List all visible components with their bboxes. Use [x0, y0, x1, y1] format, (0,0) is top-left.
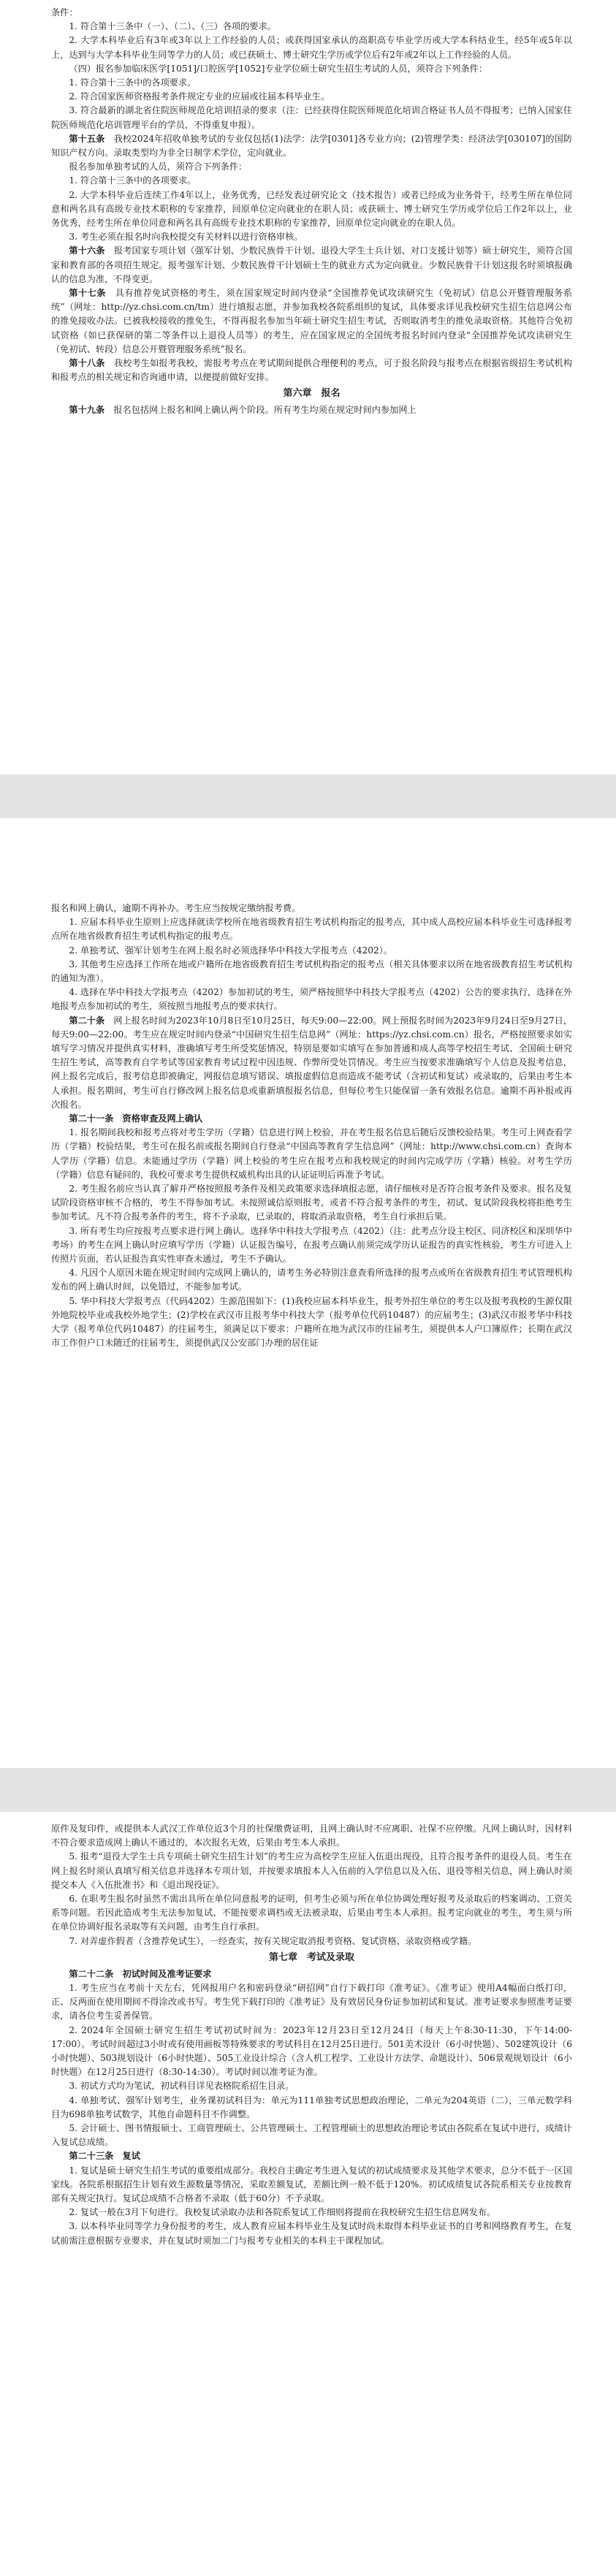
- paragraph: （四）报名参加临床医学[1051]/口腔医学[1052]专业学位硕士研究生招生考试的人员，须符合下列条件：: [69, 63, 488, 74]
- list-item: 2. 复试一般在3月下旬进行。我校复试录取办法和各院系复试工作细则将提前在我校研究生招生信息网发布。: [69, 2207, 496, 2218]
- article-text: 我校2024年招收单独考试的专业仅包括(1)法学：法学[0301]各专业方向；(2)管理学类：经济法学[030107]的国防知识产权方向。录取类型均为非全日制学术学位，定向就业。: [51, 133, 573, 159]
- list-item: 3. 初试方式均为笔试，初试科目详见表格院系招生目录。: [69, 2081, 294, 2092]
- article-15: [51, 132, 572, 160]
- list-item: 3. 符合最新的湖北省住院医师规范化培训招录的要求（注：已经获得住院医师规范化培训合格证书人员不得报考；已纳入国家住院医师规范化培训管理平台的学员，不得重复申报）。: [51, 105, 572, 130]
- chapter-heading: 第七章 考试及录取: [268, 1951, 354, 1963]
- article-16: [51, 244, 572, 286]
- paragraph: 原件及复印件，或提供本人武汉工作单位近3个月的社保缴费证明，且网上确认时不应离职、社保不应停缴。凡网上确认时，因材料不符合要求造成网上确认不通过的，本次报名无效，后果由考生本人承担。: [51, 1824, 572, 1848]
- list-item: 1. 符合第十三条中（一）、（二）、（三）各项的要求。: [69, 21, 276, 32]
- article-number: 第二十二条: [69, 1968, 114, 1979]
- list-item: 2. 考生报名前应当认真了解并严格按照报考条件及相关政策要求选择填报志愿，请仔细核对是否符合报考条件及要求。报名及复试阶段资格审核不合格的，考生不得参加考试。未按照诚信原则报考，或者不符合报考条件的考生，初试、复试阶段我校将拒绝考生参加考试。凡不符合报考条件的考生，将不予录取，已录取的，将取消录取资格，考生自行承担后果。: [51, 1184, 572, 1222]
- article-number: 第十六条: [69, 245, 105, 256]
- list-item: 6. 在职考生报名时虽然不需出具所在单位同意报考的证明，但考生必须与所在单位协调处理好报考及录取后的档案调动、工资关系等问题。若因此造成考生无法参加复试、不能按要求调档或无法被录取，后果由考生本人承担。报考定向就业的考生，考生须与所在单位协调好报名录取等有关问题，由考生自行承担。: [51, 1894, 572, 1932]
- article-number: 第十七条: [69, 288, 106, 299]
- list-item: 2. 大学本科毕业后连续工作4年以上，业务优秀，已经发表过研究论文（技术报告）或者已经成为业务骨干，经考生所在单位同意和两名具有高级专业技术职称的专家推荐，回原单位定向就业的在职人员；或获硕士、博士研究生学历或学位后工作2年以上，业务优秀，经考生所在单位同意和两名具有高级专业技术职称的专家推荐，回原单位定向就业的在职人员。: [51, 189, 572, 229]
- article-18: [51, 357, 572, 384]
- article-21: [51, 1112, 572, 1126]
- list-item: 7. 对弄虚作假者（含推荐免试生），一经查实，按有关规定取消报考资格、复试资格、录取资格或学籍。: [69, 1935, 477, 1946]
- list-item: 5. 报考“退役大学生士兵专项硕士研究生招生计划”的考生应为高校学生应征入伍退出现役，且符合报考条件的退役人员。考生在网上报名时须认真填写相关信息并选择本专项计划，并按要求填报本人入伍前的入学信息以及入伍、退役等相关信息，网上确认时须提交本人《入伍批准书》和《退出现役证》。: [51, 1851, 572, 1890]
- list-item: 5. 会计硕士、图书情报硕士、工商管理硕士、公共管理硕士、工程管理硕士的思想政治理论考试由各院系在复试中进行，成绩计入复试总成绩。: [51, 2123, 572, 2148]
- list-item: 2. 2024年全国硕士研究生招生考试初试时间为：2023年12月23日至12月24日（每天上午8:30-11:30，下午14:00-17:00）。考试时间超过3小时或有使用画板等特殊要求的考试科目在12月25日进行。501美术设计（6小时快题）、502建筑设计（6小时快题）、503规划设计（6小时快题）、505工业设计综合（含人机工程学、工业设计方法学、命题设计）、506景观规划设计（6小时快题）在12月25日进行（8:30-14:30）。考试时间以准考证为准。: [51, 2024, 572, 2078]
- article-23: [51, 2149, 572, 2163]
- article-number: 第十九条: [69, 405, 105, 416]
- list-item: 1. 符合第十三条中的各项要求。: [69, 175, 197, 186]
- list-item: 3. 其他考生应选择工作所在地或户籍所在地省级教育招生考试机构指定的报考点（相关具体要求以所在地省级教育招生考试机构的通知为准）。: [51, 959, 572, 984]
- list-item: 1. 符合第十三条中的各项要求。: [69, 77, 197, 88]
- list-item: 4. 选择在华中科技大学报考点（4202）参加初试的考生，须严格按照华中科技大学报考点（4202）公告的要求执行，选择在外地报考点参加初试的考生，须按照当地报考点的要求执行。: [51, 987, 572, 1012]
- article-text: 报名包括网上报名和网上确认两个阶段。所有考生均须在规定时间内参加网上: [113, 405, 417, 416]
- list-item: 2. 单独考试、强军计划考生在网上报名时必须选择华中科技大学报考点（4202）。: [69, 945, 392, 956]
- list-item: 1. 考生应当在考前十天左右，凭网报用户名和密码登录“研招网”自行下载打印《准考证》。《准考证》使用A4幅面白纸打印，正、反两面在使用期间不得涂改或书写。考生凭下载打印的《准考证》及有效居民身份证参加初试和复试。准考证要求参照准考证要求，请各位考生妥善保管。: [51, 1983, 572, 2021]
- article-number: 第十五条: [69, 133, 105, 144]
- paragraph: 报名和网上确认，逾期不再补办。考生应当按规定缴纳报考费。: [51, 903, 301, 913]
- article-text: 报考国家专项计划（强军计划、少数民族骨干计划、退役大学生士兵计划、对口支援计划等）硕士研究生，须符合国家和教育部的各项招生规定。报考强军计划、少数民族骨干计划硕士生的就业方式为定向就业。少数民族骨干计划这报名时须填报确认的信息为准，不得变更。: [51, 245, 573, 284]
- article-20: [51, 1014, 572, 1112]
- list-item: 4. 凡因个人原因未能在规定时间内完成网上确认的，请考生务必特别注意查看所选择的报考点或所在省级教育招生考试管理机构发布的网上确认时间，以免错过，不能参加考试。: [51, 1268, 572, 1292]
- article-text: 复试: [122, 2151, 140, 2162]
- document-page-2: [0, 818, 616, 1768]
- article-19: [51, 403, 572, 417]
- article-22: [51, 1967, 572, 1981]
- article-text: 具有推荐免试资格的考生，须在国家规定时间内登录“全国推荐免试攻读研究生（免初试）信息公开暨管理服务系统”（网址：http://yz.chsi.com.cn/tm）进行填报志愿，并参加我校各院系组织的复试，具体要求详见我校研究生招生信息网公布的推免接收办法。已被我校接收的推免生，不得再报名参加当年硕士研究生招生考试，否则取消考生的推免录取资格。其他符合免初试资格（如已获保研的第二等条件以上退役人员等）的考生，应在国家规定的全国统考报名时间内登录“全国推荐免试攻读研究生（免初试、转段）信息公开暨管理服务系统”报名。: [51, 288, 573, 354]
- list-item: 3. 考生必须在报名时向我校提交有关材料以进行资格审核。: [69, 232, 303, 243]
- paragraph: 报名参加单独考试的人员，须符合下列条件：: [69, 161, 248, 172]
- article-text: 初试时间及准考证要求: [122, 1968, 212, 1979]
- document-page-1: [0, 0, 616, 774]
- article-text: 网上报名时间为2023年10月8日至10月25日，每天9:00—22:00。网上预报名时间为2023年9月24日至9月27日，每天9:00—22:00。考生应在规定时间内登录“中国研究生招生信息网”（网址：https://yz.chsi.com.cn）报名，严格按照要求如实填写学习情况并提供真实材料，准确填写考生所受奖惩情况，特别是要如实填写在参加普通和成人高等学校招生考试、全国硕士研究生招生考试，高等教育自学考试等国家教育考试过程中因违规、作弊所受处罚情况。考生应当按要求准确填写个人信息及报考信息，网上报名完成后，报考信息即被确定，网报信息填写错误、填报虚假信息而造成不能考试（含初试和复试）或录取的，后果由考生本人承担。报名期间，考生可自行修改网上报名信息或重新填报报名信息，但每位考生只能保留一条有效报名信息。逾期不再补报或再次报名。: [51, 1015, 573, 1110]
- list-item: 1. 复试是硕士研究生招生考试的重要组成部分。我校自主确定考生进入复试的初试成绩要求及其他学术要求，总分不低于一区国家线。各院系根据招生计划有效生源数量等情况，采取差额复试，差额比例一般不低于120%。初试成绩复试各院系相关专业按教育部有关规定执行。复试总成绩不合格者不录取（低于60分）不予录取。: [51, 2165, 572, 2204]
- article-number: 第十八条: [69, 358, 105, 369]
- document-page-3: [0, 1812, 616, 2576]
- article-17: [51, 286, 572, 357]
- article-number: 第二十一条: [69, 1113, 114, 1124]
- list-item: 2. 大学本科毕业后有3年或3年以上工作经验的人员；或获得国家承认的高职高专毕业学历或大学本科结业生，经5年或5年以上，达到与大学本科毕业生同等学力的人员；或已获硕士、博士研究生学历或学位后有2年或2年以上工作经验的人员。: [51, 35, 572, 60]
- list-item: 1. 报名期间我校和报考点将对考生学历（学籍）信息进行网上校验，并在考生报名信息后随后反馈校验结果。考生可上网查看学历（学籍）校验结果，考生可在报名前或报名期间自行登录“中国高等教育学生信息网”（网址：http://www.chsi.com.cn）查询本人学历（学籍）信息。未能通过学历（学籍）网上校验的考生应在报考点和我校规定的时间内完成学历（学籍）核验。对考生学历（学籍）信息有疑问的，我校可要求考生提供权威机构出具的认证证明后再准予考试。: [51, 1127, 572, 1180]
- list-item: 3. 以本科毕业同等学力身份报考的考生，成人教育应届本科毕业生及复试时尚未取得本科毕业证书的自考和网络教育考生，在复试前需注意根据专业要求，并在复试时须加二门与报考专业相关的本科主干课程加试。: [51, 2221, 572, 2246]
- paragraph: 条件：: [51, 7, 78, 18]
- article-text: 我校考生如报考我校，需报考考点在考试期间提供合理便利的考点，可于报名阶段与报考点在根据省级招生考试机构和报考点的相关规定和咨询通申请，以便提前做好安排。: [51, 358, 573, 383]
- list-item: 3. 所有考生均应按报考点要求进行网上确认。选择华中科技大学报考点（4202）（注：此考点分设主校区、同济校区和深圳华中考场）的考生在网上确认时应填写学历（学籍）认证报告编号，在报考点确认前须完成学历认证报告的真实性核验，考生方可进入上传照片页面，若认证报告真实性审查未通过，考生不予确认。: [51, 1225, 572, 1265]
- list-item: 5. 华中科技大学报考点（代码4202）生源范围如下：(1)我校应届本科毕业生，报考外招生单位的考生以及报考我校的生源仅限外地院校毕业或我校外地学生；(2)学校在武汉市且报考华中科技大学（报考单位代码10487）的应届考生；(3)武汉市报考华中科技大学（报考单位代码10487）的往届考生，须满足以下要求：户籍所在地为武汉市的往届考生，须提供本人户口簿原件；长期在武汉市工作但户口未随迁的往届考生，须提供武汉公安部门办理的居住证: [51, 1295, 572, 1349]
- list-item: 1. 应届本科毕业生原则上应选择就读学校所在地省级教育招生考试机构指定的报考点，其中成人高校应届本科毕业生可选择报考点所在地省级教育招生考试机构指定的报考点。: [51, 917, 572, 942]
- list-item: 4. 单独考试、强军计划考生，业务课初试科目为：单元为111单独考试思想政治理论，二单元为204英语（二），三单元数学科目为698单独考试数学，其他自命题科目不作调整。: [51, 2095, 572, 2119]
- article-number: 第二十三条: [69, 2151, 114, 2162]
- list-item: 2. 符合国家医师资格报考条件规定专业的应届或往届本科毕业生。: [69, 91, 330, 102]
- article-text: 资格审查及网上确认: [122, 1113, 203, 1124]
- article-number: 第二十条: [69, 1015, 105, 1026]
- chapter-heading: 第六章 报名: [283, 388, 341, 400]
